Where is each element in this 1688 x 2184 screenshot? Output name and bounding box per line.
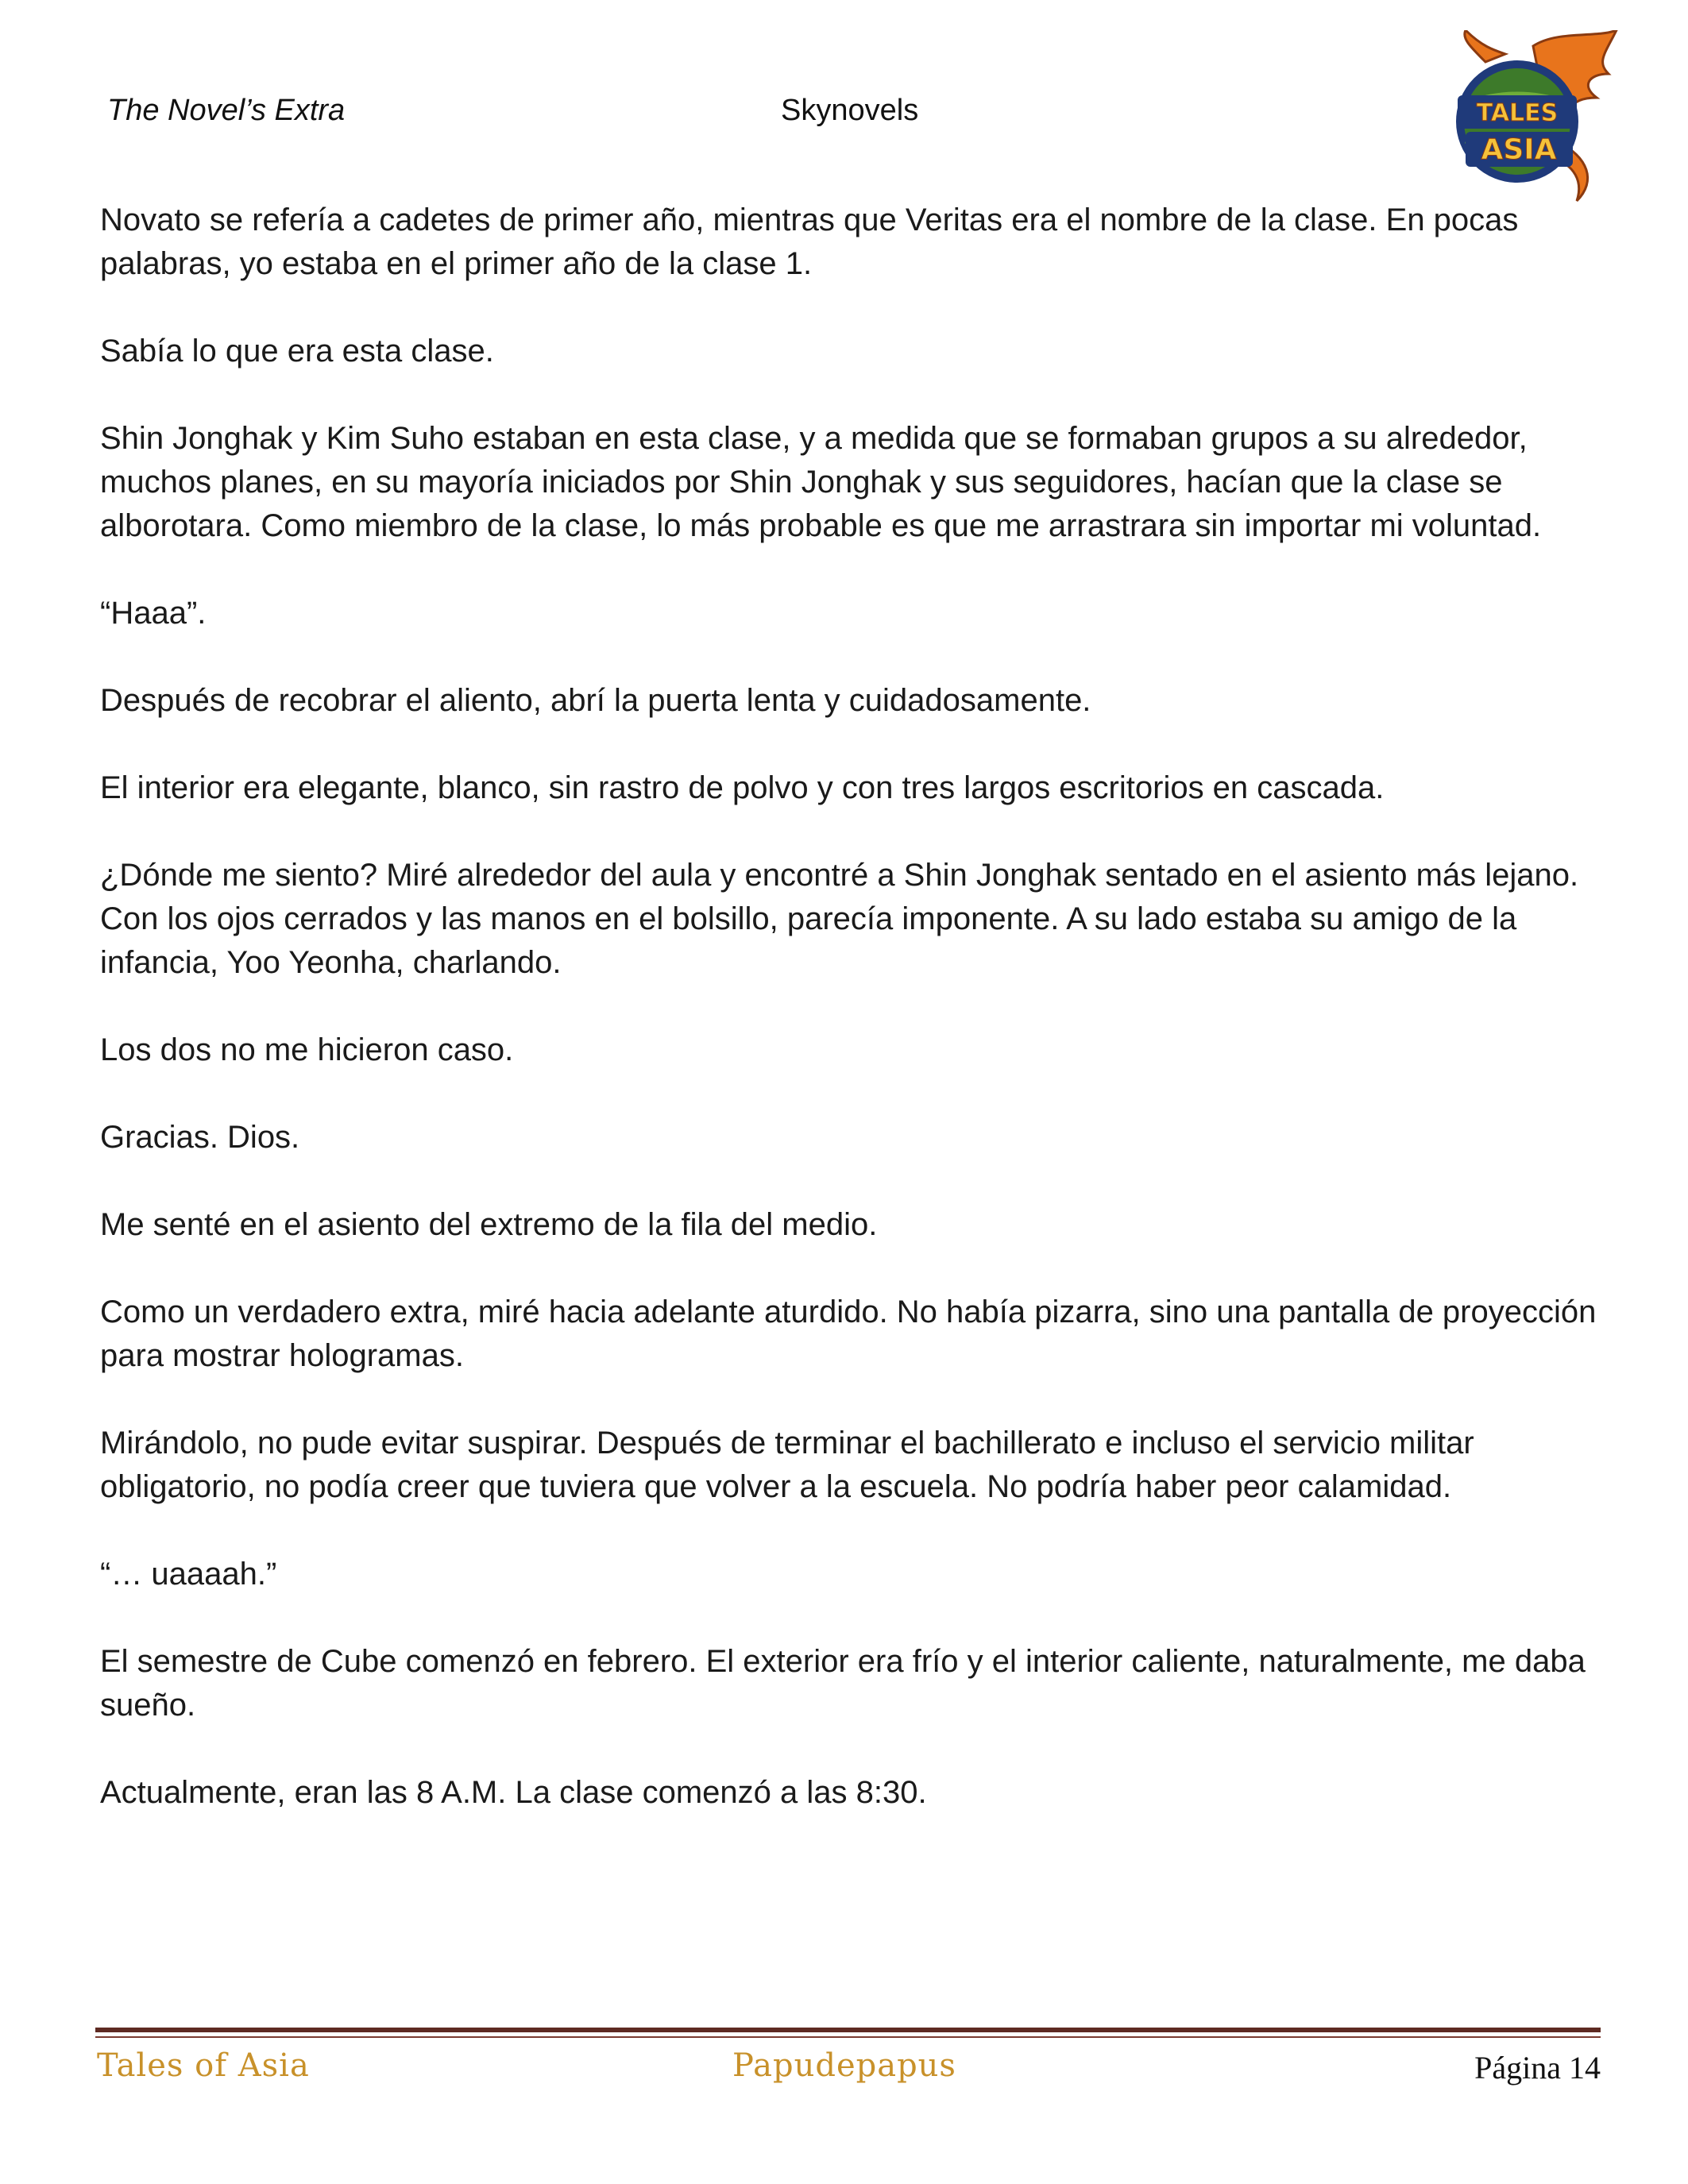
paragraph: Como un verdadero extra, miré hacia adelante aturdido. No había pizarra, sino una pantalla de proyección para mostrar hologramas. bbox=[100, 1295, 1597, 1373]
tales-of-asia-logo bbox=[1438, 30, 1620, 205]
paragraph: Mirándolo, no pude evitar suspirar. Después de terminar el bachillerato e incluso el servicio militar obligatorio, no podía creer que tuviera que volver a la escuela. No podría haber peor calamidad. bbox=[100, 1426, 1474, 1504]
footer-translator: Papudepapus bbox=[732, 2047, 956, 2084]
page-body bbox=[100, 199, 1609, 1858]
paragraph: El interior era elegante, blanco, sin rastro de polvo y con tres largos escritorios en cascada. bbox=[100, 770, 1385, 805]
novel-title: The Novel’s Extra bbox=[107, 94, 346, 127]
paragraph: Me senté en el asiento del extremo de la fila del medio. bbox=[100, 1207, 878, 1242]
paragraph: El semestre de Cube comenzó en febrero. El exterior era frío y el interior caliente, naturalmente, me daba sueño. bbox=[100, 1644, 1586, 1723]
paragraph: ¿Dónde me siento? Miré alrededor del aula y encontré a Shin Jonghak sentado en el asiento más lejano. Con los ojos cerrados y las manos en el bolsillo, parecía imponente. A su lado estaba su amigo de la infancia, Yoo Yeonha, charlando. bbox=[100, 858, 1579, 980]
paragraph: Los dos no me hicieron caso. bbox=[100, 1032, 514, 1067]
paragraph: Actualmente, eran las 8 A.M. La clase comenzó a las 8:30. bbox=[100, 1775, 927, 1810]
footer-divider bbox=[95, 2028, 1601, 2032]
paragraph: Gracias. Dios. bbox=[100, 1120, 300, 1155]
site-name: Skynovels bbox=[781, 94, 919, 127]
footer-publisher: Tales of Asia bbox=[97, 2047, 310, 2084]
paragraph: Sabía lo que era esta clase. bbox=[100, 334, 494, 369]
logo-text-asia: ASIA bbox=[1481, 133, 1557, 166]
page-number: Página 14 bbox=[1474, 2050, 1601, 2086]
paragraph: Shin Jonghak y Kim Suho estaban en esta clase, y a medida que se formaban grupos a su alrededor, muchos planes, en su mayoría iniciados por Shin Jonghak y sus seguidores, hacían que la clase se alborotara. Como miembro de la clase, lo más probable es que me arrastrara sin importar mi voluntad. bbox=[100, 421, 1542, 543]
footer-divider-thin bbox=[95, 2036, 1601, 2038]
paragraph: “… uaaaah.” bbox=[100, 1557, 277, 1592]
logo-text-tales: TALES bbox=[1476, 99, 1559, 127]
paragraph: “Haaa”. bbox=[100, 596, 207, 631]
paragraph: Después de recobrar el aliento, abrí la puerta lenta y cuidadosamente. bbox=[100, 683, 1091, 718]
paragraph: Novato se refería a cadetes de primer año, mientras que Veritas era el nombre de la clase. En pocas palabras, yo estaba en el primer año de la clase 1. bbox=[100, 203, 1519, 281]
